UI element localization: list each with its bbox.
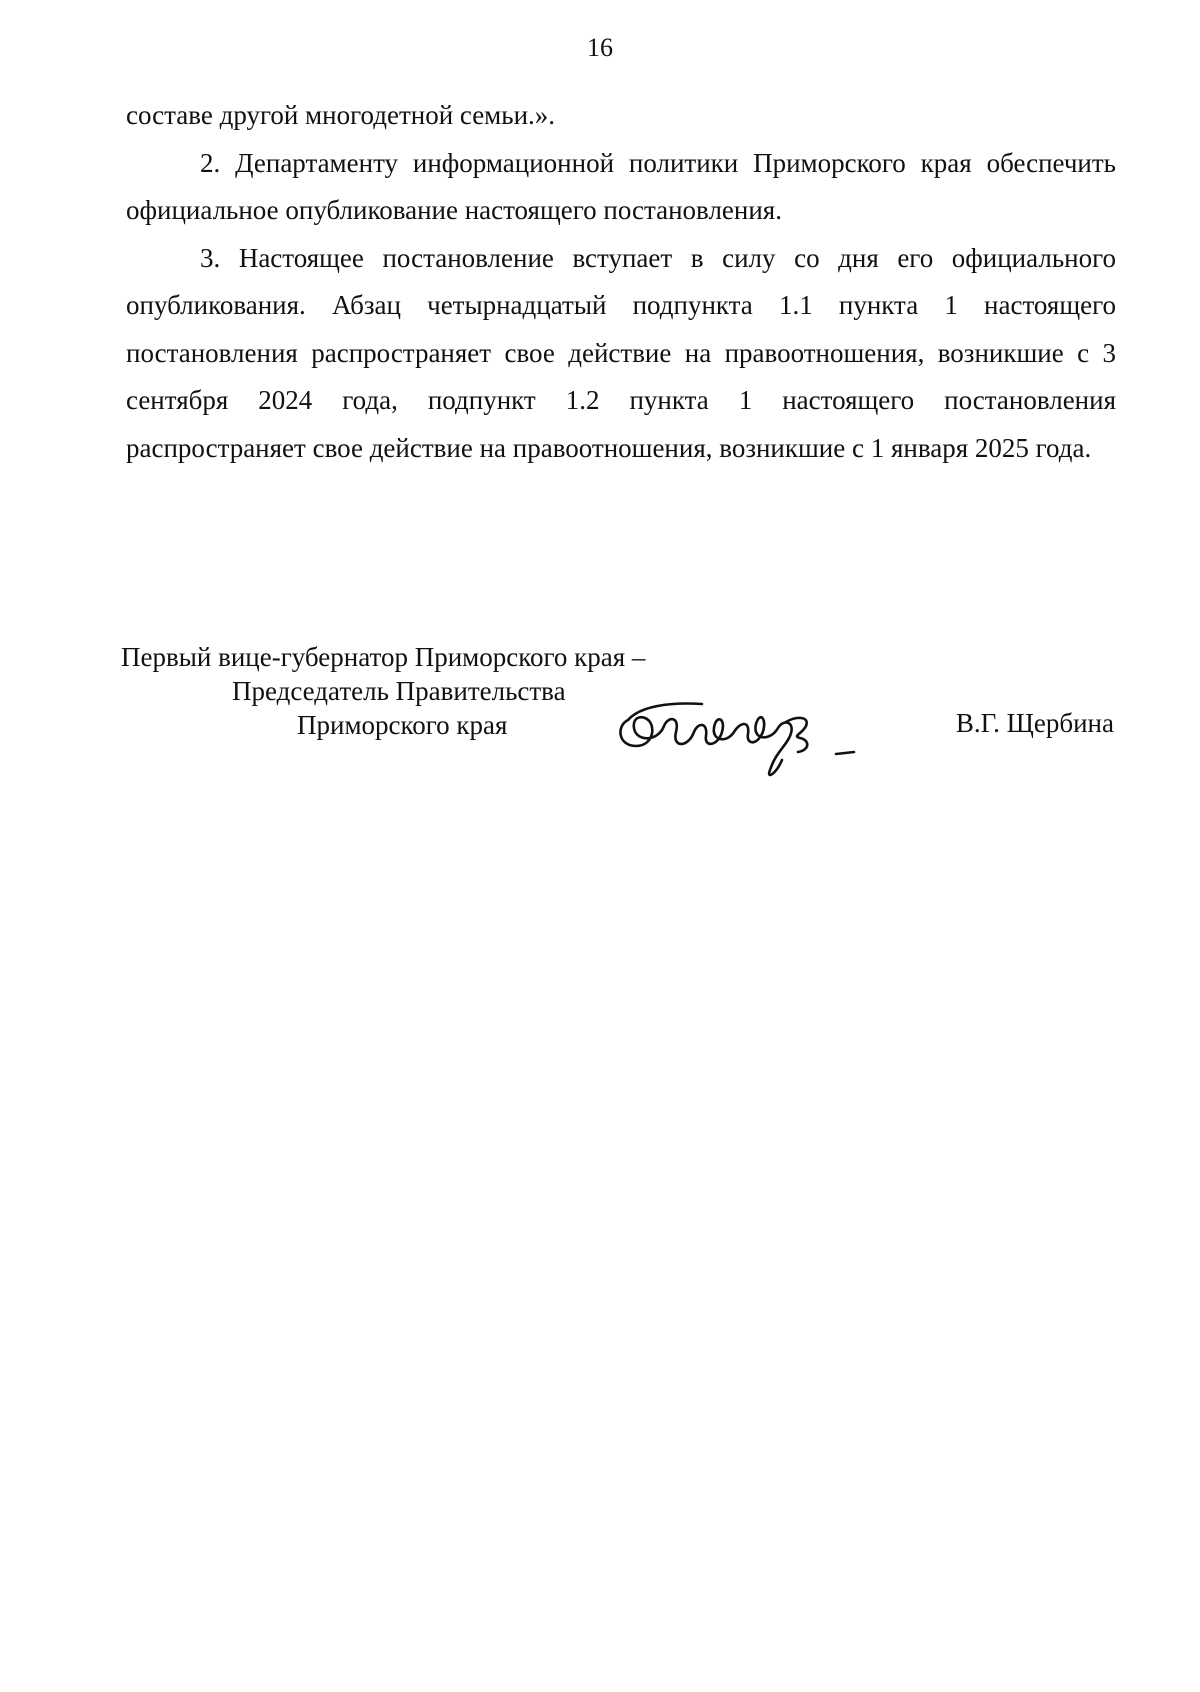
page-number: 16 (587, 33, 613, 62)
paragraph-3: 3. Настоящее постановление вступает в силу со дня его официального опубликования. Абзац четырнадцатый подпункта 1.1 пункта 1 настоящего постановления распространяет свое действие на правоотношения, возникшие с 3 сентября 2024 года, подпункт 1.2 пункта 1 настоящего постановления распространяет свое действие на правоотношения, возникшие с 1 января 2025 года. (126, 242, 1116, 463)
signatory-title-line-1: Первый вице-губернатор Приморского края – (121, 642, 646, 672)
handwritten-signature (610, 682, 890, 782)
paragraph-continuation: составе другой многодетной семьи.». (126, 100, 556, 130)
signatory-title-line-2: Председатель Правительства (232, 676, 566, 706)
body-text (126, 92, 1116, 472)
signatory-title-line-3: Приморского края (297, 710, 508, 740)
signature-block (0, 640, 1200, 760)
paragraph-2: 2. Департаменту информационной политики Приморского края обеспечить официальное опубликование настоящего постановления. (126, 147, 1116, 225)
signatory-name: В.Г. Щербина (955, 708, 1114, 738)
